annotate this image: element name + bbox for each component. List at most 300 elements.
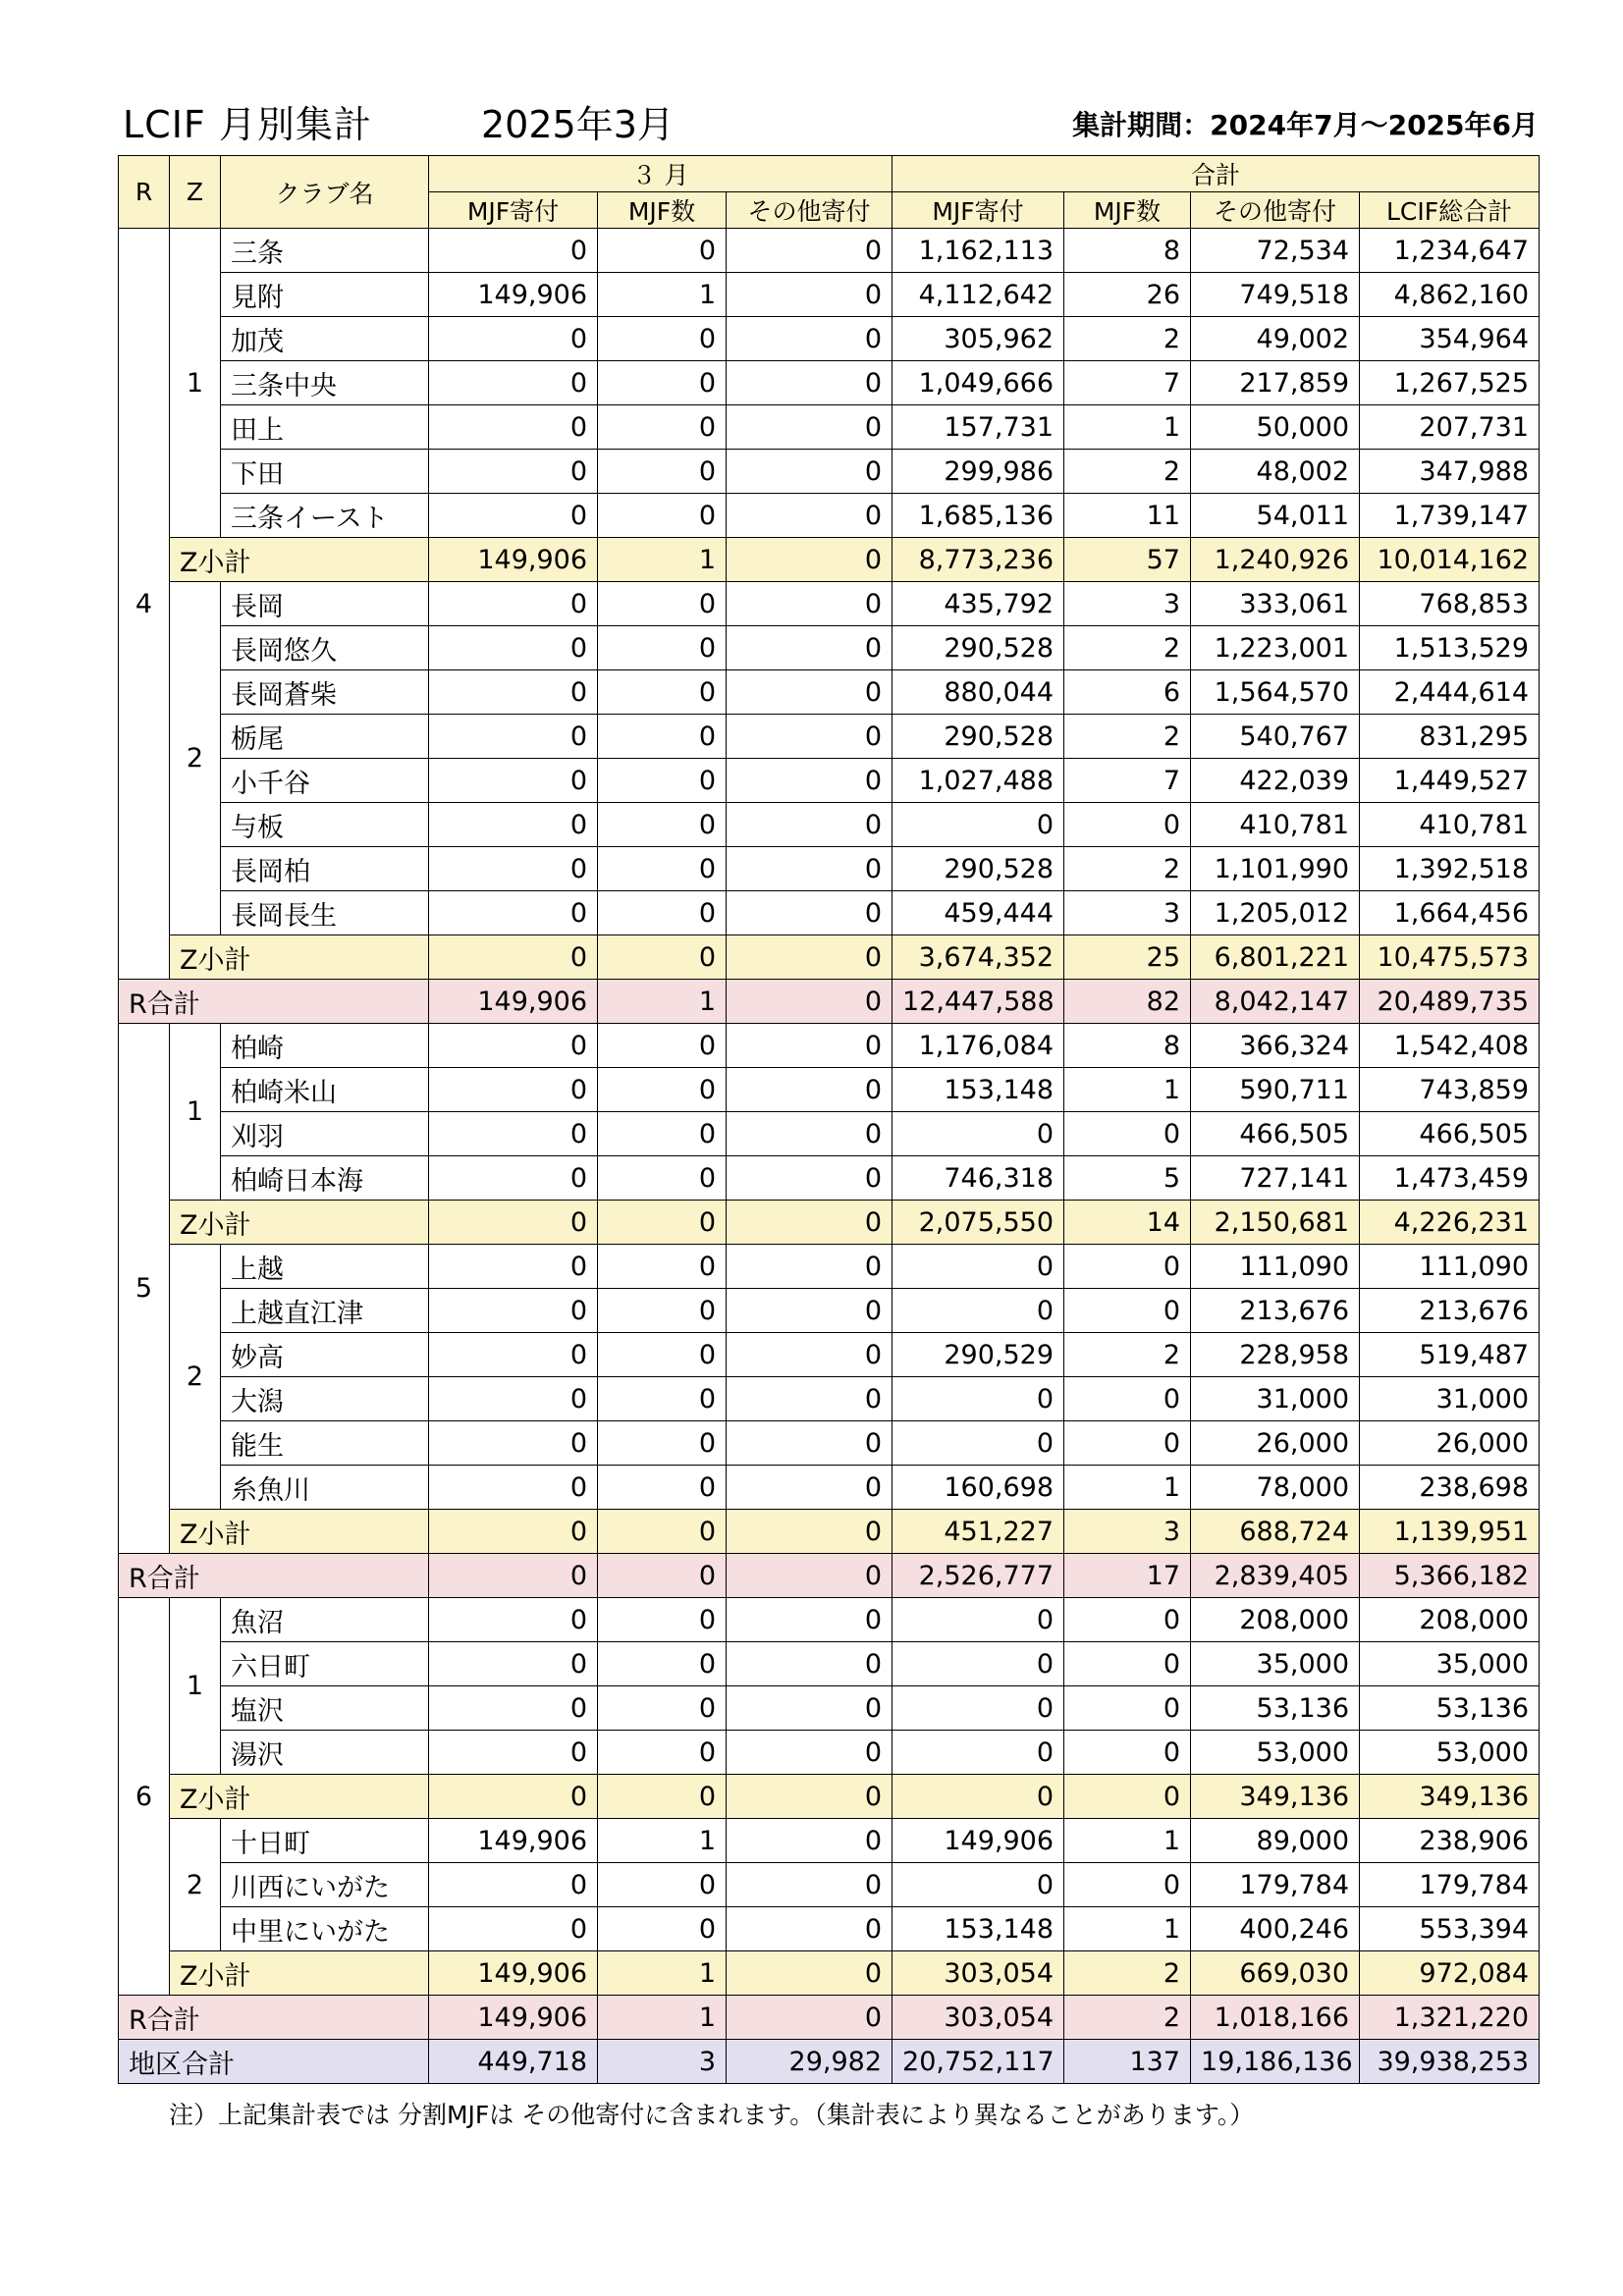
total-value-cell: 213,676 <box>1360 1289 1540 1333</box>
total-value-cell: 435,792 <box>893 582 1064 626</box>
month-value-cell: 0 <box>598 494 727 538</box>
zone-subtotal-row <box>119 935 1540 980</box>
total-value-cell: 0 <box>1064 1731 1191 1775</box>
total-value-cell: 228,958 <box>1191 1333 1360 1377</box>
total-value-cell: 35,000 <box>1191 1642 1360 1686</box>
month-value-cell: 0 <box>598 450 727 494</box>
club-row <box>119 803 1540 847</box>
club-row <box>119 1598 1540 1642</box>
month-value-cell: 149,906 <box>429 1819 598 1863</box>
total-value-cell: 2 <box>1064 1951 1191 1996</box>
region-cell: 5 <box>119 1024 170 1554</box>
zone-subtotal-label: Z小計 <box>170 1510 429 1554</box>
total-value-cell: 333,061 <box>1191 582 1360 626</box>
total-value-cell: 1,049,666 <box>893 361 1064 405</box>
club-row <box>119 1156 1540 1201</box>
month-value-cell: 0 <box>727 847 893 891</box>
total-value-cell: 831,295 <box>1360 715 1540 759</box>
month-value-cell: 0 <box>598 317 727 361</box>
month-value-cell: 0 <box>429 891 598 935</box>
total-value-cell: 2 <box>1064 715 1191 759</box>
month-value-cell: 149,906 <box>429 1996 598 2040</box>
total-value-cell: 50,000 <box>1191 405 1360 450</box>
total-value-cell: 4,862,160 <box>1360 273 1540 317</box>
club-name-cell: 糸魚川 <box>221 1466 429 1510</box>
month-value-cell: 0 <box>429 1466 598 1510</box>
month-value-cell: 0 <box>429 715 598 759</box>
total-value-cell: 0 <box>893 1775 1064 1819</box>
total-value-cell: 0 <box>1064 1598 1191 1642</box>
month-value-cell: 0 <box>727 1377 893 1421</box>
total-value-cell: 1,162,113 <box>893 229 1064 273</box>
club-row <box>119 1068 1540 1112</box>
total-value-cell: 303,054 <box>893 1951 1064 1996</box>
total-value-cell: 354,964 <box>1360 317 1540 361</box>
month-value-cell: 0 <box>598 1024 727 1068</box>
district-total-row <box>119 2040 1540 2084</box>
total-value-cell: 25 <box>1064 935 1191 980</box>
month-value-cell: 0 <box>598 361 727 405</box>
club-row <box>119 1289 1540 1333</box>
club-row <box>119 1466 1540 1510</box>
total-value-cell: 0 <box>1064 1377 1191 1421</box>
month-value-cell: 0 <box>429 1554 598 1598</box>
club-row <box>119 1377 1540 1421</box>
month-value-cell: 0 <box>429 361 598 405</box>
total-value-cell: 972,084 <box>1360 1951 1540 1996</box>
total-value-cell: 0 <box>893 1642 1064 1686</box>
club-row <box>119 273 1540 317</box>
month-value-cell: 0 <box>727 1333 893 1377</box>
month-value-cell: 0 <box>429 317 598 361</box>
total-value-cell: 1,473,459 <box>1360 1156 1540 1201</box>
month-value-cell: 0 <box>429 450 598 494</box>
total-value-cell: 12,447,588 <box>893 980 1064 1024</box>
month-value-cell: 0 <box>727 1819 893 1863</box>
total-value-cell: 1 <box>1064 405 1191 450</box>
total-value-cell: 727,141 <box>1191 1156 1360 1201</box>
month-value-cell: 0 <box>727 1907 893 1951</box>
club-name-cell: 妙高 <box>221 1333 429 1377</box>
club-row <box>119 582 1540 626</box>
total-value-cell: 57 <box>1064 538 1191 582</box>
month-value-cell: 0 <box>727 450 893 494</box>
total-value-cell: 1 <box>1064 1907 1191 1951</box>
total-value-cell: 11 <box>1064 494 1191 538</box>
month-value-cell: 0 <box>598 1686 727 1731</box>
month-value-cell: 0 <box>727 1466 893 1510</box>
total-value-cell: 17 <box>1064 1554 1191 1598</box>
month-value-cell: 0 <box>429 1245 598 1289</box>
total-value-cell: 2,444,614 <box>1360 670 1540 715</box>
header-month-mjf-donation: MJF寄付 <box>429 192 598 229</box>
month-value-cell: 0 <box>598 1642 727 1686</box>
month-value-cell: 0 <box>727 1510 893 1554</box>
total-value-cell: 299,986 <box>893 450 1064 494</box>
total-value-cell: 553,394 <box>1360 1907 1540 1951</box>
club-name-cell: 下田 <box>221 450 429 494</box>
total-value-cell: 347,988 <box>1360 450 1540 494</box>
total-value-cell: 451,227 <box>893 1510 1064 1554</box>
month-value-cell: 0 <box>727 273 893 317</box>
month-value-cell: 0 <box>598 1377 727 1421</box>
club-row <box>119 405 1540 450</box>
total-value-cell: 54,011 <box>1191 494 1360 538</box>
month-value-cell: 0 <box>727 1863 893 1907</box>
total-value-cell: 19,186,136 <box>1191 2040 1360 2084</box>
month-value-cell: 0 <box>727 1421 893 1466</box>
total-value-cell: 207,731 <box>1360 405 1540 450</box>
month-value-cell: 0 <box>727 980 893 1024</box>
region-total-label: R合計 <box>119 980 429 1024</box>
total-value-cell: 208,000 <box>1191 1598 1360 1642</box>
header-club: クラブ名 <box>221 156 429 229</box>
club-row <box>119 494 1540 538</box>
total-value-cell: 7 <box>1064 759 1191 803</box>
total-value-cell: 1,223,001 <box>1191 626 1360 670</box>
total-value-cell: 0 <box>1064 1112 1191 1156</box>
district-total-label: 地区合計 <box>119 2040 429 2084</box>
total-value-cell: 1,392,518 <box>1360 847 1540 891</box>
total-value-cell: 2 <box>1064 317 1191 361</box>
month-value-cell: 1 <box>598 538 727 582</box>
total-value-cell: 540,767 <box>1191 715 1360 759</box>
club-row <box>119 1907 1540 1951</box>
month-value-cell: 0 <box>429 582 598 626</box>
header-r: R <box>119 156 170 229</box>
month-value-cell: 0 <box>598 405 727 450</box>
total-value-cell: 349,136 <box>1191 1775 1360 1819</box>
month-value-cell: 1 <box>598 1996 727 2040</box>
club-name-cell: 柏崎日本海 <box>221 1156 429 1201</box>
total-value-cell: 111,090 <box>1191 1245 1360 1289</box>
month-value-cell: 0 <box>429 626 598 670</box>
month-value-cell: 0 <box>429 1421 598 1466</box>
total-value-cell: 7 <box>1064 361 1191 405</box>
total-value-cell: 305,962 <box>893 317 1064 361</box>
total-value-cell: 2 <box>1064 847 1191 891</box>
month-value-cell: 0 <box>598 1333 727 1377</box>
region-total-row <box>119 1554 1540 1598</box>
total-value-cell: 213,676 <box>1191 1289 1360 1333</box>
club-row <box>119 759 1540 803</box>
club-name-cell: 湯沢 <box>221 1731 429 1775</box>
month-value-cell: 0 <box>727 1289 893 1333</box>
club-name-cell: 塩沢 <box>221 1686 429 1731</box>
month-value-cell: 149,906 <box>429 273 598 317</box>
month-value-cell: 3 <box>598 2040 727 2084</box>
total-value-cell: 0 <box>893 1731 1064 1775</box>
total-value-cell: 111,090 <box>1360 1245 1540 1289</box>
month-value-cell: 0 <box>429 1598 598 1642</box>
month-value-cell: 0 <box>429 1333 598 1377</box>
total-value-cell: 2 <box>1064 1333 1191 1377</box>
total-value-cell: 0 <box>1064 1686 1191 1731</box>
total-value-cell: 400,246 <box>1191 1907 1360 1951</box>
report-period: 集計期間：2024年7月～2025年6月 <box>1072 109 1539 141</box>
month-value-cell: 0 <box>429 405 598 450</box>
total-value-cell: 20,752,117 <box>893 2040 1064 2084</box>
month-value-cell: 0 <box>429 1907 598 1951</box>
club-row <box>119 847 1540 891</box>
month-value-cell: 0 <box>598 1731 727 1775</box>
month-value-cell: 0 <box>598 229 727 273</box>
total-value-cell: 3 <box>1064 1510 1191 1554</box>
club-name-cell: 長岡長生 <box>221 891 429 935</box>
total-value-cell: 1,176,084 <box>893 1024 1064 1068</box>
month-value-cell: 0 <box>727 891 893 935</box>
month-value-cell: 0 <box>598 803 727 847</box>
total-value-cell: 1,564,570 <box>1191 670 1360 715</box>
report-month: 2025年3月 <box>481 103 675 146</box>
month-value-cell: 0 <box>727 582 893 626</box>
total-value-cell: 238,906 <box>1360 1819 1540 1863</box>
month-value-cell: 0 <box>429 1024 598 1068</box>
total-value-cell: 2 <box>1064 450 1191 494</box>
zone-subtotal-label: Z小計 <box>170 1775 429 1819</box>
club-row <box>119 1642 1540 1686</box>
month-value-cell: 0 <box>727 1245 893 1289</box>
month-value-cell: 1 <box>598 1819 727 1863</box>
header-month-mjf-count: MJF数 <box>598 192 727 229</box>
total-value-cell: 743,859 <box>1360 1068 1540 1112</box>
total-value-cell: 5 <box>1064 1156 1191 1201</box>
total-value-cell: 4,226,231 <box>1360 1201 1540 1245</box>
total-value-cell: 590,711 <box>1191 1068 1360 1112</box>
total-value-cell: 2,526,777 <box>893 1554 1064 1598</box>
total-value-cell: 0 <box>893 803 1064 847</box>
total-value-cell: 72,534 <box>1191 229 1360 273</box>
month-value-cell: 0 <box>598 1156 727 1201</box>
total-value-cell: 14 <box>1064 1201 1191 1245</box>
club-name-cell: 大潟 <box>221 1377 429 1421</box>
region-cell: 4 <box>119 229 170 980</box>
total-value-cell: 1 <box>1064 1466 1191 1510</box>
total-value-cell: 0 <box>1064 1289 1191 1333</box>
total-value-cell: 0 <box>893 1245 1064 1289</box>
month-value-cell: 0 <box>429 1863 598 1907</box>
month-value-cell: 0 <box>598 1775 727 1819</box>
total-value-cell: 0 <box>893 1289 1064 1333</box>
total-value-cell: 157,731 <box>893 405 1064 450</box>
club-row <box>119 1024 1540 1068</box>
total-value-cell: 290,529 <box>893 1333 1064 1377</box>
month-value-cell: 0 <box>727 670 893 715</box>
month-value-cell: 0 <box>429 494 598 538</box>
month-value-cell: 149,906 <box>429 538 598 582</box>
month-value-cell: 0 <box>598 1510 727 1554</box>
total-value-cell: 2 <box>1064 1996 1191 2040</box>
total-value-cell: 1,739,147 <box>1360 494 1540 538</box>
month-value-cell: 0 <box>727 1112 893 1156</box>
month-value-cell: 0 <box>598 670 727 715</box>
club-name-cell: 三条 <box>221 229 429 273</box>
total-value-cell: 0 <box>893 1863 1064 1907</box>
club-name-cell: 三条中央 <box>221 361 429 405</box>
club-row <box>119 1421 1540 1466</box>
total-value-cell: 410,781 <box>1360 803 1540 847</box>
club-row <box>119 1686 1540 1731</box>
month-value-cell: 0 <box>598 1201 727 1245</box>
month-value-cell: 0 <box>727 405 893 450</box>
month-value-cell: 0 <box>727 1642 893 1686</box>
total-value-cell: 8,042,147 <box>1191 980 1360 1024</box>
total-value-cell: 10,475,573 <box>1360 935 1540 980</box>
month-value-cell: 0 <box>429 229 598 273</box>
club-name-cell: 栃尾 <box>221 715 429 759</box>
total-value-cell: 1,449,527 <box>1360 759 1540 803</box>
month-value-cell: 0 <box>429 1156 598 1201</box>
month-value-cell: 0 <box>598 1245 727 1289</box>
total-value-cell: 153,148 <box>893 1068 1064 1112</box>
total-value-cell: 519,487 <box>1360 1333 1540 1377</box>
total-value-cell: 3,674,352 <box>893 935 1064 980</box>
total-value-cell: 1 <box>1064 1819 1191 1863</box>
club-row <box>119 715 1540 759</box>
club-name-cell: 長岡 <box>221 582 429 626</box>
total-value-cell: 2,839,405 <box>1191 1554 1360 1598</box>
header-z: Z <box>170 156 221 229</box>
month-value-cell: 0 <box>429 1068 598 1112</box>
total-value-cell: 137 <box>1064 2040 1191 2084</box>
club-name-cell: 上越直江津 <box>221 1289 429 1333</box>
club-name-cell: 加茂 <box>221 317 429 361</box>
month-value-cell: 0 <box>727 759 893 803</box>
total-value-cell: 349,136 <box>1360 1775 1540 1819</box>
total-value-cell: 466,505 <box>1360 1112 1540 1156</box>
club-row <box>119 1731 1540 1775</box>
total-value-cell: 149,906 <box>893 1819 1064 1863</box>
club-name-cell: 十日町 <box>221 1819 429 1863</box>
club-row <box>119 450 1540 494</box>
month-value-cell: 0 <box>598 759 727 803</box>
month-value-cell: 149,906 <box>429 980 598 1024</box>
month-value-cell: 0 <box>598 1289 727 1333</box>
month-value-cell: 0 <box>727 1554 893 1598</box>
month-value-cell: 0 <box>727 317 893 361</box>
total-value-cell: 768,853 <box>1360 582 1540 626</box>
total-value-cell: 20,489,735 <box>1360 980 1540 1024</box>
club-row <box>119 626 1540 670</box>
total-value-cell: 3 <box>1064 891 1191 935</box>
month-value-cell: 1 <box>598 980 727 1024</box>
month-value-cell: 0 <box>727 1775 893 1819</box>
month-value-cell: 0 <box>727 1156 893 1201</box>
month-value-cell: 0 <box>727 229 893 273</box>
total-value-cell: 880,044 <box>893 670 1064 715</box>
total-value-cell: 26 <box>1064 273 1191 317</box>
month-value-cell: 0 <box>598 1466 727 1510</box>
month-value-cell: 0 <box>429 1289 598 1333</box>
total-value-cell: 746,318 <box>893 1156 1064 1201</box>
month-value-cell: 0 <box>727 1201 893 1245</box>
total-value-cell: 208,000 <box>1360 1598 1540 1642</box>
club-name-cell: 柏崎 <box>221 1024 429 1068</box>
zone-subtotal-row <box>119 1510 1540 1554</box>
zone-subtotal-row <box>119 1775 1540 1819</box>
month-value-cell: 0 <box>429 1112 598 1156</box>
month-value-cell: 0 <box>429 847 598 891</box>
month-value-cell: 0 <box>429 1731 598 1775</box>
zone-subtotal-label: Z小計 <box>170 538 429 582</box>
total-value-cell: 290,528 <box>893 626 1064 670</box>
total-value-cell: 5,366,182 <box>1360 1554 1540 1598</box>
club-name-cell: 刈羽 <box>221 1112 429 1156</box>
zone-subtotal-label: Z小計 <box>170 935 429 980</box>
total-value-cell: 160,698 <box>893 1466 1064 1510</box>
total-value-cell: 1,018,166 <box>1191 1996 1360 2040</box>
month-value-cell: 0 <box>598 1068 727 1112</box>
total-value-cell: 1,240,926 <box>1191 538 1360 582</box>
total-value-cell: 0 <box>1064 1775 1191 1819</box>
header-lcif-total: LCIF総合計 <box>1360 192 1540 229</box>
region-total-row <box>119 1996 1540 2040</box>
club-name-cell: 長岡柏 <box>221 847 429 891</box>
month-value-cell: 0 <box>429 935 598 980</box>
month-value-cell: 0 <box>598 582 727 626</box>
club-row <box>119 1863 1540 1907</box>
club-row <box>119 361 1540 405</box>
club-row <box>119 1819 1540 1863</box>
zone-subtotal-row <box>119 1951 1540 1996</box>
total-value-cell: 8 <box>1064 1024 1191 1068</box>
total-value-cell: 153,148 <box>893 1907 1064 1951</box>
total-value-cell: 53,136 <box>1191 1686 1360 1731</box>
club-name-cell: 長岡悠久 <box>221 626 429 670</box>
total-value-cell: 31,000 <box>1191 1377 1360 1421</box>
total-value-cell: 6,801,221 <box>1191 935 1360 980</box>
total-value-cell: 179,784 <box>1191 1863 1360 1907</box>
month-value-cell: 0 <box>727 935 893 980</box>
month-value-cell: 449,718 <box>429 2040 598 2084</box>
month-value-cell: 0 <box>429 1510 598 1554</box>
total-value-cell: 1,685,136 <box>893 494 1064 538</box>
club-row <box>119 1333 1540 1377</box>
zone-subtotal-label: Z小計 <box>170 1951 429 1996</box>
zone-cell: 1 <box>170 1024 221 1201</box>
month-value-cell: 29,982 <box>727 2040 893 2084</box>
month-value-cell: 0 <box>429 670 598 715</box>
total-value-cell: 48,002 <box>1191 450 1360 494</box>
total-value-cell: 290,528 <box>893 715 1064 759</box>
club-name-cell: 川西にいがた <box>221 1863 429 1907</box>
month-value-cell: 0 <box>429 1201 598 1245</box>
header-total-mjf-donation: MJF寄付 <box>893 192 1064 229</box>
club-row <box>119 670 1540 715</box>
total-value-cell: 49,002 <box>1191 317 1360 361</box>
month-value-cell: 0 <box>727 1024 893 1068</box>
month-value-cell: 0 <box>429 759 598 803</box>
total-value-cell: 8 <box>1064 229 1191 273</box>
month-value-cell: 0 <box>598 891 727 935</box>
zone-subtotal-label: Z小計 <box>170 1201 429 1245</box>
month-value-cell: 0 <box>429 1686 598 1731</box>
total-value-cell: 53,000 <box>1191 1731 1360 1775</box>
club-name-cell: 中里にいがた <box>221 1907 429 1951</box>
header-group-total: 合計 <box>893 156 1540 192</box>
footnote: 注）上記集計表では 分割MJFは その他寄付に含まれます。（集計表により異なることがあります。） <box>169 2101 1255 2129</box>
total-value-cell: 1,513,529 <box>1360 626 1540 670</box>
month-value-cell: 0 <box>727 494 893 538</box>
total-value-cell: 2,150,681 <box>1191 1201 1360 1245</box>
total-value-cell: 0 <box>1064 1245 1191 1289</box>
month-value-cell: 1 <box>598 273 727 317</box>
month-value-cell: 0 <box>429 1775 598 1819</box>
total-value-cell: 688,724 <box>1191 1510 1360 1554</box>
club-row <box>119 317 1540 361</box>
club-name-cell: 長岡蒼柴 <box>221 670 429 715</box>
month-value-cell: 0 <box>598 935 727 980</box>
